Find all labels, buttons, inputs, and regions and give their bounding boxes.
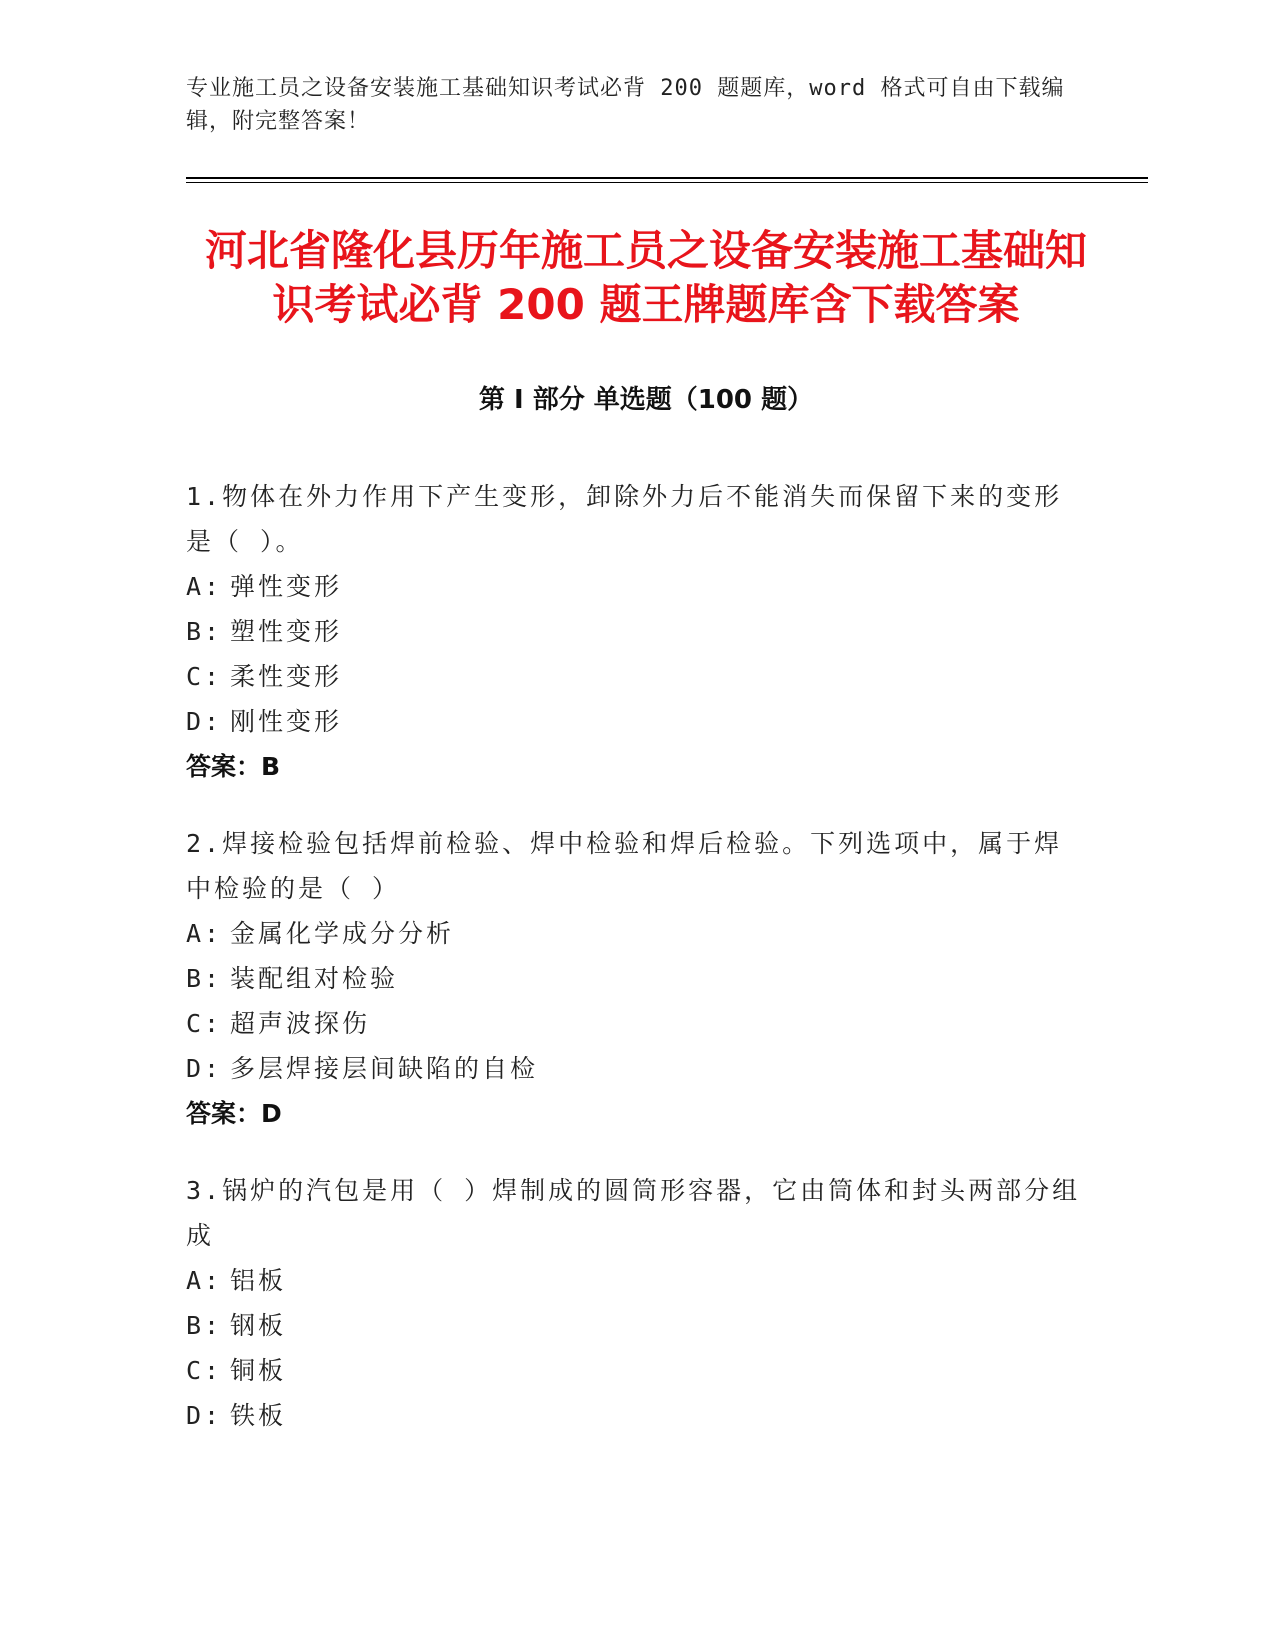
option-letter: C: bbox=[186, 1009, 223, 1038]
document-title: 河北省隆化县历年施工员之设备安装施工基础知识考试必背 200 题王牌题库含下载答案 bbox=[204, 226, 1087, 329]
option-text: 多层焊接层间缺陷的自检 bbox=[230, 1054, 539, 1083]
option-text: 弹性变形 bbox=[230, 572, 343, 601]
question-2 bbox=[186, 821, 1086, 1136]
answer: 答案：D bbox=[186, 1099, 282, 1128]
option-letter: C: bbox=[186, 662, 223, 691]
option-letter: D: bbox=[186, 1054, 223, 1083]
header-rule-thin bbox=[186, 182, 1148, 183]
option-letter: D: bbox=[186, 707, 223, 736]
answer: 答案：B bbox=[186, 752, 281, 781]
question-1 bbox=[186, 474, 1086, 789]
option-text: 铁板 bbox=[230, 1401, 287, 1430]
option-c bbox=[186, 1348, 1086, 1393]
question-stem: 2.焊接检验包括焊前检验、焊中检验和焊后检验。下列选项中，属于焊中检验的是（ ） bbox=[186, 829, 1063, 903]
option-a bbox=[186, 564, 1086, 609]
header-note: 专业施工员之设备安装施工基础知识考试必背 200 题题库，word 格式可自由下载编辑，附完整答案！ bbox=[186, 76, 1065, 134]
option-d bbox=[186, 1046, 1086, 1091]
option-d bbox=[186, 699, 1086, 744]
option-text: 刚性变形 bbox=[230, 707, 343, 736]
option-b bbox=[186, 956, 1086, 1001]
option-letter: B: bbox=[186, 1311, 223, 1340]
option-text: 柔性变形 bbox=[230, 662, 343, 691]
option-letter: C: bbox=[186, 1356, 223, 1385]
option-text: 钢板 bbox=[230, 1311, 287, 1340]
option-letter: A: bbox=[186, 919, 223, 948]
question-stem: 3.锅炉的汽包是用（ ）焊制成的圆筒形容器，它由筒体和封头两部分组成 bbox=[186, 1176, 1081, 1250]
option-text: 塑性变形 bbox=[230, 617, 343, 646]
option-letter: A: bbox=[186, 572, 223, 601]
option-letter: A: bbox=[186, 1266, 223, 1295]
section-title: 第 I 部分 单选题（100 题） bbox=[478, 385, 814, 415]
option-text: 超声波探伤 bbox=[230, 1009, 371, 1038]
option-letter: B: bbox=[186, 617, 223, 646]
option-d bbox=[186, 1393, 1086, 1438]
question-stem: 1.物体在外力作用下产生变形，卸除外力后不能消失而保留下来的变形是（ ）。 bbox=[186, 482, 1063, 556]
option-b bbox=[186, 1303, 1086, 1348]
option-c bbox=[186, 654, 1086, 699]
option-c bbox=[186, 1001, 1086, 1046]
option-text: 铝板 bbox=[230, 1266, 287, 1295]
header-rule bbox=[186, 177, 1148, 179]
option-letter: D: bbox=[186, 1401, 223, 1430]
option-a bbox=[186, 1258, 1086, 1303]
question-3 bbox=[186, 1168, 1086, 1438]
option-letter: B: bbox=[186, 964, 223, 993]
option-text: 金属化学成分分析 bbox=[230, 919, 455, 948]
question-list bbox=[186, 474, 1086, 1470]
option-a bbox=[186, 911, 1086, 956]
option-text: 铜板 bbox=[230, 1356, 287, 1385]
option-text: 装配组对检验 bbox=[230, 964, 399, 993]
option-b bbox=[186, 609, 1086, 654]
